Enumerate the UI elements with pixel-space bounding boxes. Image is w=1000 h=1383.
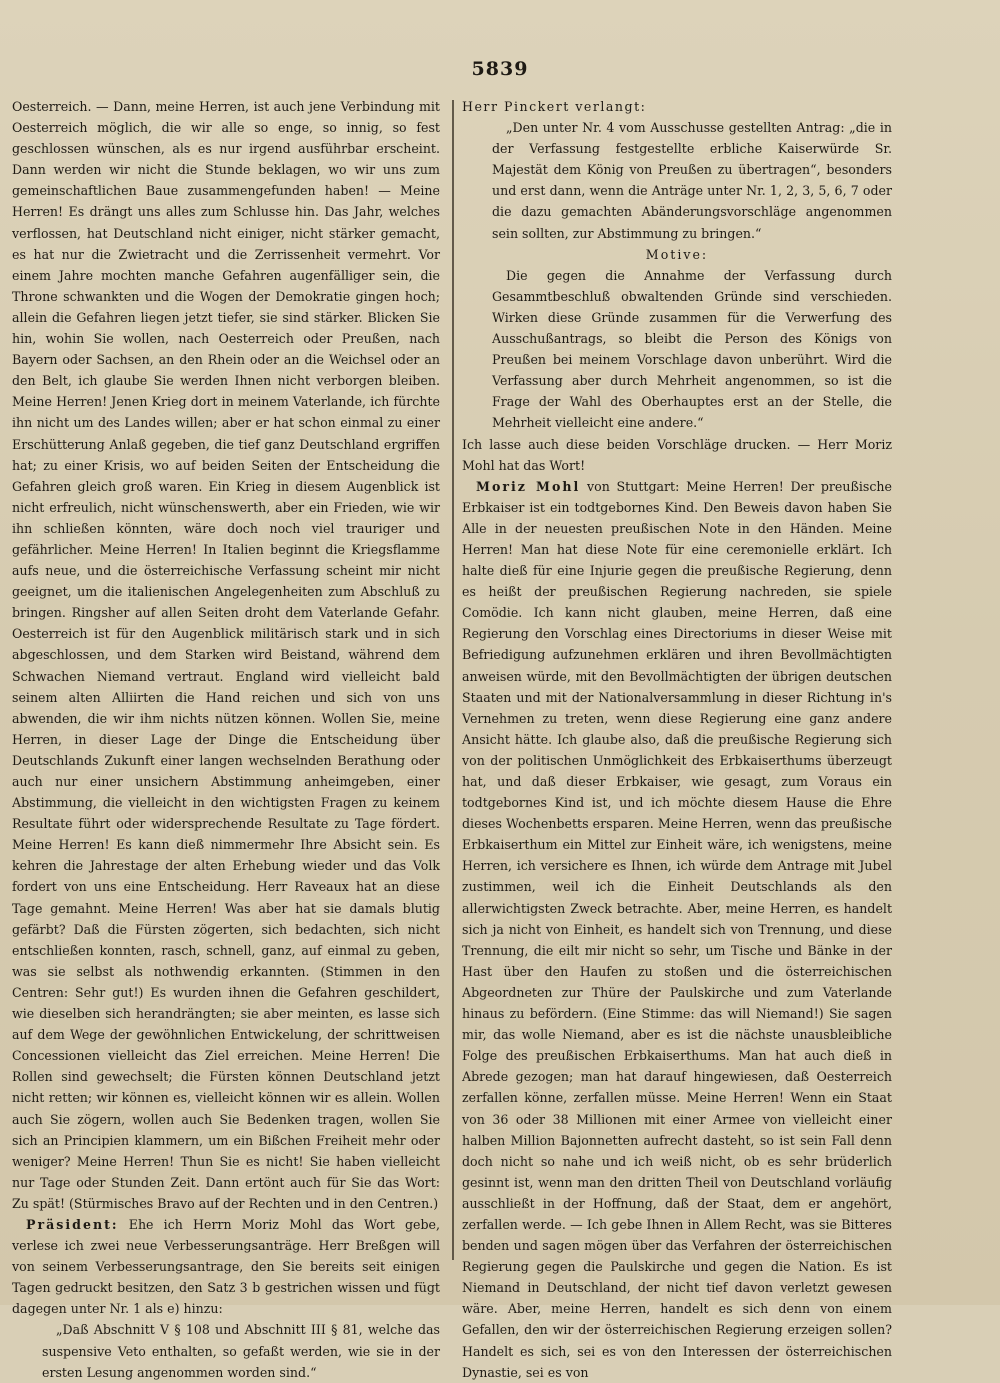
column-divider [452, 100, 454, 1260]
speaker-mohl: Moriz Mohl [476, 478, 581, 494]
speech-continuation: Oesterreich. — Dann, meine Herren, ist auch jene Verbindung mit Oesterreich möglich, die wir alle so enge, so innig, so fest geschlossen wünschen, als es nur irgend ausführbar erscheint. Dann werden wir nicht die Stunde beklagen, wo wir uns zum gemeinschaftlichen Baue zusammengefunden haben! — Meine Herren! Es drängt uns alles zum Schlusse hin. Das Jahr, welches verflossen, hat Deutschland nicht einiger, nicht stärker gemacht, es hat nur die Zwietracht und die Zerrissenheit vermehrt. Vor einem Jahre mochten manche Gefahren augenfälliger sein, die Throne schwankten und die Wogen der Demokratie gingen hoch; allein die Gefahren liegen jetzt tiefer, sie sind stärker. Blicken Sie hin, wohin Sie wollen, nach Oesterreich oder Preußen, nach Bayern oder Sachsen, an den Rhein oder an die Weichsel oder an den Belt, ich glaube Sie werden Ihnen nicht verborgen bleiben. Meine Herren! Jenen Krieg dort in meinem Vaterlande, ich fürchte ihn nicht um des Landes willen; aber er hat schon einmal zu einer Erschütterung Anlaß gegeben, die tief ganz Deutschland ergriffen hat; zu einer Krisis, wo auf beiden Seiten der Entscheidung die Gefahren gleich groß waren. Ein Krieg in diesem Augenblick ist nicht erfreulich, nicht wünschenswerth, aber ein Frieden, wie wir ihn schließen könnten, wäre doch noch viel trauriger und gefährlicher. Meine Herren! In Italien beginnt die Kriegsflamme aufs neue, und die österreichische Verfassung scheint mir nicht geeignet, um die italienischen Angelegenheiten zum Abschluß zu bringen. Ringsher auf allen Seiten droht dem Vaterlande Gefahr. Oesterreich ist für den Augenblick militärisch stark und in sich abgeschlossen, und dem Starken wird Beistand, während dem Schwachen Niemand vertraut. England wird vielleicht bald seinem alten Alliirten die Hand reichen und sich von uns abwenden, die wir ihm nichts nützen können. Wollen Sie, meine Herren, in dieser Lage der Dinge die Entscheidung über Deutschlands Zukunft einer langen wechselnden Berathung oder auch nur einer unsichern Abstimmung anheimgeben, einer Abstimmung, die vielleicht in den wichtigsten Fragen zu keinem Resultate führt oder widersprechende Resultate zu Tage fördert. Meine Herren! Es kann dieß nimmermehr Ihre Absicht sein. Es kehren die Jahrestage der alten Erhebung wieder und das Volk fordert von uns eine Entscheidung. Herr Raveaux hat an diese Tage gemahnt. Meine Herren! Was aber hat sie damals blutig gefärbt? Daß die Fürsten zögerten, sich bedachten, sich nicht entschließen konnten, rasch, schnell, ganz, auf einmal zu geben, was sie selbst als nothwendig erkannten. (Stimmen in den Centren: Sehr gut!) Es wurden ihnen die Gefahren geschildert, wie dieselben sich herandrängten; sie aber meinten, es lasse sich auf dem Wege der gewöhnlichen Entwickelung, der schrittweisen Concessionen vielleicht das Ziel erreichen. Meine Herren! Die Rollen sind gewechselt; die Fürsten können Deutschland jetzt nicht retten; wir können es, vielleicht können wir es allein. Wollen auch Sie zögern, wollen auch Sie Bedenken tragen, wollen Sie sich an Principien klammern, um ein Bißchen Freiheit mehr oder weniger? Meine Herren! Thun Sie es nicht! Sie haben vielleicht nur Tage oder Stunden Zeit. Dann ertönt auch für Sie das Wort: Zu spät! (Stürmisches Bravo auf der Rechten und in den Centren.) [12, 99, 440, 1211]
president-text: Ehe ich Herrn Moriz Mohl das Wort gebe, verlese ich zwei neue Verbesserungsanträge. Herr Breßgen will von seinem Verbesserungsantrage, den Sie bereits seit einigen Tagen gedruckt besitzen, den Satz 3 b gestrichen wissen und fügt dagegen unter Nr. 1 als e) hinzu: [12, 1216, 440, 1317]
page-number: 5839 [471, 58, 529, 80]
right-column [462, 96, 892, 1383]
left-column [12, 96, 440, 1383]
president-paragraph [12, 1214, 440, 1319]
pinckert-intro: Herr Pinckert verlangt: [462, 99, 647, 114]
pinckert-amendment-quote: „Den unter Nr. 4 vom Ausschusse gestellten Antrag: „die in der Verfassung festgestellte erbliche Kaiserwürde Sr. Majestät dem König von Preußen zu übertragen“, besonders und erst dann, wenn die Anträge unter Nr. 1, 2, 3, 5, 6, 7 oder die dazu gemachten Abänderungsvorschläge angenommen sein sollten, zur Abstimmung zu bringen.“ [492, 120, 892, 241]
motive-heading: Motive: [645, 246, 709, 262]
closing-line: Ich lasse auch diese beiden Vorschläge drucken. — Herr Moriz Mohl hat das Wort! [462, 436, 892, 473]
bressgen-amendment-quote: „Daß Abschnitt V § 108 und Abschnitt III § 81, welche das suspensive Veto enthalten, so gefaßt werden, wie sie in der ersten Lesung angenommen worden sind.“ [42, 1322, 440, 1380]
mohl-paragraph [462, 476, 892, 1383]
mohl-text: von Stuttgart: Meine Herren! Der preußische Erbkaiser ist ein todtgebornes Kind. Den Beweis davon haben Sie Alle in der neuesten preußischen Note in den Händen. Meine Herren! Man hat diese Note für eine ceremonielle erklärt. Ich halte dieß für eine Injurie gegen die preußische Regierung, denn es heißt der preußischen Regierung nachreden, sie spiele Comödie. Ich kann nicht glauben, meine Herren, daß eine Regierung den Vorschlag eines Directoriums in dieser Weise mit Befriedigung aufzunehmen erklären und ihren Bevollmächtigten anweisen würde, mit den Bevollmächtigten der übrigen deutschen Staaten und mit der Nationalversammlung in dieser Richtung in's Vernehmen zu treten, wenn diese Regierung eine ganz andere Ansicht hätte. Ich glaube also, daß die preußische Regierung sich von der politischen Unmöglichkeit des Erbkaiserthums überzeugt hat, und daß dieser Erbkaiser, wie gesagt, zum Voraus ein todtgebornes Kind ist, und ich möchte diesem Hause die Ehre dieses Wochenbetts ersparen. Meine Herren, wenn das preußische Erbkaiserthum ein Mittel zur Einheit wäre, ich wenigstens, meine Herren, ich versichere es Ihnen, ich würde dem Antrage mit Jubel zustimmen, weil ich die Einheit Deutschlands als den allerwichtigsten Zweck betrachte. Aber, meine Herren, es handelt sich ja nicht von Einheit, es handelt sich von Trennung, und diese Trennung, die eilt mir nicht so sehr, um Tische und Bänke in der Hast über den Haufen zu stoßen und die österreichischen Abgeordneten zur Thüre der Paulskirche und zum Vaterlande hinaus zu befördern. (Eine Stimme: das will Niemand!) Sie sagen mir, das wolle Niemand, aber es ist die nächste unausbleibliche Folge des preußischen Erbkaiserthums. Man hat auch dieß in Abrede gezogen; man hat darauf hingewiesen, daß Oesterreich zerfallen könne, zerfallen müsse. Meine Herren! Wenn ein Staat von 36 oder 38 Millionen mit einer Armee von vielleicht einer halben Million Bajonnetten aufrecht dasteht, so ist sein Fall denn doch nicht so nahe und ich weiß nicht, ob es sehr brüderlich gesinnt ist, wenn man den dritten Theil von Deutschland vorläufig ausschließt in der Hoffnung, daß der Staat, dem er angehört, zerfallen werde. — Ich gebe Ihnen in Allem Recht, was sie Bitteres benden und sagen mögen über das Verfahren der österreichischen Regierung gegen die Paulskirche und gegen die Nation. Es ist Niemand in Deutschland, der nicht tief davon verletzt gewesen wäre. Aber, meine Herren, handelt es sich denn von einem Gefallen, den wir der österreichischen Regierung erzeigen sollen? Handelt es sich, sei es von den Interessen der österreichischen Dynastie, sei es von [462, 478, 893, 1380]
speaker-president: Präsident: [26, 1216, 119, 1232]
motive-text: Die gegen die Annahme der Verfassung durch Gesammtbeschluß obwaltenden Gründe sind verschieden. Wirken diese Gründe zusammen für die Verwerfung des Ausschußantrags, so bleibt die Person des Königs von Preußen bei meinem Vorschlage davon unberührt. Wird die Verfassung aber durch Mehrheit angenommen, so ist die Frage der Wahl des Oberhauptes erst an der Stelle, die Mehrheit vielleicht eine andere.“ [492, 267, 892, 431]
